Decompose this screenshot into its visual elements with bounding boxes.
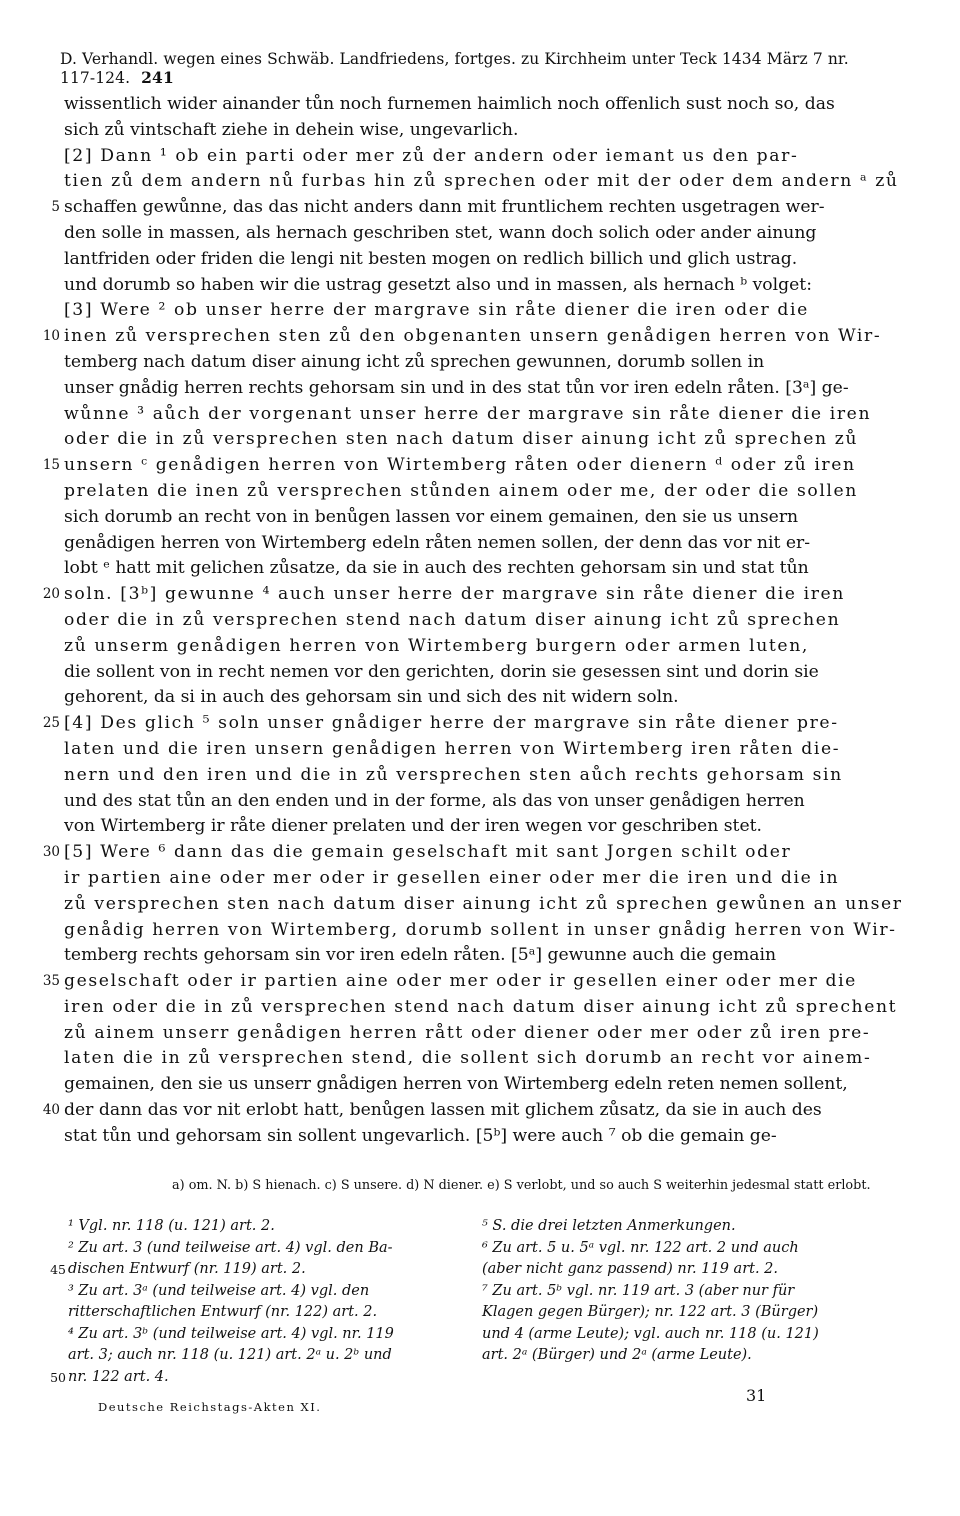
line-text: gemainen, den sie us unserr gnådigen herren von Wirtemberg edeln reten nemen sollent, bbox=[64, 1074, 848, 1095]
text-line bbox=[64, 505, 866, 531]
text-line bbox=[64, 685, 866, 711]
footnote-text: ⁴ Zu art. 3ᵇ (und teilweise art. 4) vgl. nr. 119 bbox=[68, 1325, 394, 1342]
line-number: 25 bbox=[42, 715, 60, 732]
text-line bbox=[64, 144, 866, 170]
line-number: 45 bbox=[50, 1262, 66, 1277]
text-line bbox=[64, 892, 903, 918]
footnote-line: (aber nicht ganz passend) nr. 119 art. 2. bbox=[482, 1261, 779, 1277]
line-text: und dorumb so haben wir die ustrag gesetzt also und in massen, als hernach ᵇ volget: bbox=[64, 274, 812, 295]
text-line bbox=[42, 1098, 866, 1124]
line-text: [2] Dann ¹ ob ein parti oder mer zů der andern oder iemant us den par- bbox=[64, 145, 799, 166]
text-line bbox=[64, 376, 866, 402]
line-text: sich dorumb an recht von in benůgen lassen vor einem gemainen, den sie us unsern bbox=[64, 506, 799, 527]
text-line bbox=[64, 660, 866, 686]
text-line bbox=[64, 918, 897, 944]
line-text: [5] Were ⁶ dann das die gemain geselschaft mit sant Jorgen schilt oder bbox=[64, 842, 792, 863]
line-text: schaffen gewůnne, das das nicht anders dann mit fruntlichem rechten usgetragen wer- bbox=[64, 197, 825, 218]
text-line bbox=[64, 92, 866, 118]
text-line bbox=[64, 1021, 871, 1047]
series-title: Deutsche Reichstags-Akten XI. bbox=[98, 1400, 322, 1414]
line-text: geselschaft oder ir partien aine oder mer oder ir gesellen einer oder mer die bbox=[64, 971, 857, 992]
line-number: 30 bbox=[42, 844, 60, 861]
footnote-line: ⁶ Zu art. 5 u. 5ᵃ vgl. nr. 122 art. 2 und auch bbox=[482, 1239, 799, 1256]
text-line bbox=[64, 298, 866, 324]
text-line bbox=[64, 943, 866, 969]
text-line bbox=[42, 711, 866, 737]
line-text: inen zů versprechen sten zů den obgenanten unsern genådigen herren von Wir- bbox=[64, 326, 882, 347]
line-number: 20 bbox=[42, 586, 60, 603]
line-number: 40 bbox=[42, 1102, 60, 1119]
footnotes-left-column bbox=[50, 1216, 463, 1388]
footnote-line bbox=[50, 1367, 463, 1389]
line-text: den solle in massen, als hernach geschriben stet, wann doch solich oder ander ainung bbox=[64, 222, 817, 243]
line-text: temberg rechts gehorsam sin vor iren edeln råten. [5ᵃ] gewunne auch die gemain bbox=[64, 945, 777, 966]
text-line bbox=[64, 1046, 872, 1072]
footnote-text: art. 3; auch nr. 118 (u. 121) art. 2ᵃ u. 2ᵇ und bbox=[68, 1347, 392, 1363]
line-text: laten die in zů versprechen stend, die sollent sich dorumb an recht vor ainem- bbox=[64, 1048, 872, 1069]
line-number: 35 bbox=[42, 973, 60, 990]
running-title: D. Verhandl. wegen eines Schwäb. Landfriedens, fortges. zu Kirchheim unter Teck 1434 März 7 nr. 117-124. bbox=[60, 50, 849, 87]
line-text: prelaten die inen zů versprechen stůnden ainem oder me, der oder die sollen bbox=[64, 480, 858, 501]
text-line bbox=[64, 737, 866, 763]
footnote-line: art. 2ᵃ (Bürger) und 2ᵃ (arme Leute). bbox=[482, 1347, 752, 1363]
line-number: 5 bbox=[51, 199, 60, 216]
line-text: wůnne ³ aůch der vorgenant unser herre der margrave sin råte diener die iren bbox=[64, 403, 872, 424]
text-line bbox=[42, 969, 866, 995]
footnote-line bbox=[68, 1324, 463, 1346]
sheet-signature: 31 bbox=[746, 1386, 767, 1405]
text-line bbox=[42, 324, 882, 350]
text-line bbox=[64, 995, 898, 1021]
text-line bbox=[42, 582, 866, 608]
text-line bbox=[64, 634, 866, 660]
line-text: lobt ᵉ hatt mit gelichen zůsatze, da sie in auch des rechten gehorsam sin und stat tůn bbox=[64, 558, 809, 579]
text-line bbox=[64, 814, 866, 840]
footnote-line bbox=[50, 1259, 463, 1281]
running-header bbox=[60, 50, 860, 87]
line-text: stat tůn und gehorsam sin sollent ungevarlich. [5ᵇ] were auch ⁷ ob die gemain ge- bbox=[64, 1125, 777, 1146]
line-text: der dann das vor nit erlobt hatt, benůgen lassen mit glichem zůsatz, da sie in auch des bbox=[64, 1100, 822, 1121]
text-line bbox=[64, 608, 866, 634]
line-text: laten und die iren unsern genådigen herren von Wirtemberg iren råten die- bbox=[64, 738, 841, 759]
footnote-line bbox=[68, 1238, 463, 1260]
footnote-line bbox=[68, 1345, 463, 1367]
text-line bbox=[64, 763, 866, 789]
text-line bbox=[64, 169, 899, 195]
text-line bbox=[64, 789, 866, 815]
footnote-line bbox=[68, 1216, 463, 1238]
text-line bbox=[64, 118, 866, 144]
line-number: 50 bbox=[50, 1369, 66, 1385]
line-text: von Wirtemberg ir råte diener prelaten und der iren wegen vor geschriben stet. bbox=[64, 816, 762, 837]
line-text: genådig herren von Wirtemberg, dorumb sollent in unser gnådig herren von Wir- bbox=[64, 919, 897, 940]
footnotes-right-column bbox=[482, 1216, 877, 1367]
footnote-text: ritterschaftlichen Entwurf (nr. 122) art. 2. bbox=[68, 1304, 378, 1320]
text-line bbox=[64, 556, 866, 582]
text-line bbox=[64, 247, 866, 273]
main-text bbox=[42, 92, 903, 1150]
line-text: [3] Were ² ob unser herre der margrave sin råte diener die iren oder die bbox=[64, 300, 809, 321]
text-line bbox=[64, 479, 866, 505]
text-line bbox=[64, 866, 866, 892]
footnote-line: ⁵ S. die drei letzten Anmerkungen. bbox=[482, 1218, 736, 1234]
line-text: lantfriden oder friden die lengi nit besten mogen on redlich billich und glich ustrag. bbox=[64, 248, 798, 269]
text-line bbox=[51, 195, 866, 221]
text-line bbox=[64, 427, 866, 453]
footnote-line: und 4 (arme Leute); vgl. auch nr. 118 (u. 121) bbox=[482, 1325, 819, 1342]
text-line bbox=[64, 1072, 866, 1098]
line-text: zů unserm genådigen herren von Wirtemberg burgern oder armen luten, bbox=[64, 635, 809, 656]
line-text: oder die in zů versprechen sten nach datum diser ainung icht zů sprechen zů bbox=[64, 429, 859, 450]
line-text: ir partien aine oder mer oder ir gesellen einer oder mer die iren und die in bbox=[64, 867, 840, 888]
footnote-text: nr. 122 art. 4. bbox=[68, 1368, 169, 1385]
line-text: zů versprechen sten nach datum diser ainung icht zů sprechen gewůnen an unser bbox=[64, 893, 903, 914]
line-text: unsern ᶜ genådigen herren von Wirtemberg råten oder dienern ᵈ oder zů iren bbox=[64, 455, 856, 476]
text-line bbox=[42, 840, 866, 866]
footnote-line bbox=[68, 1302, 463, 1324]
text-line bbox=[42, 453, 866, 479]
footnote-text: ³ Zu art. 3ᵃ (und teilweise art. 4) vgl. den bbox=[68, 1282, 370, 1299]
line-text: [4] Des glich ⁵ soln unser gnådiger herre der margrave sin råte diener pre- bbox=[64, 713, 839, 734]
line-text: genådigen herren von Wirtemberg edeln råten nemen sollen, der denn das vor nit er- bbox=[64, 532, 811, 553]
line-text: wissentlich wider ainander tůn noch furnemen haimlich noch offenlich sust noch so, das bbox=[64, 94, 835, 114]
line-text: oder die in zů versprechen stend nach datum diser ainung icht zů sprechen bbox=[64, 609, 841, 630]
footnote-text: dischen Entwurf (nr. 119) art. 2. bbox=[68, 1261, 306, 1277]
footnote-text: ¹ Vgl. nr. 118 (u. 121) art. 2. bbox=[68, 1218, 275, 1234]
text-line bbox=[64, 350, 866, 376]
line-text: gehorent, da si in auch des gehorsam sin und sich des nit widern soln. bbox=[64, 687, 679, 708]
line-text: die sollent von in recht nemen vor den gerichten, dorin sie gesessen sint und dorin sie bbox=[64, 661, 819, 682]
footnote-line: Klagen gegen Bürger); nr. 122 art. 3 (Bürger) bbox=[482, 1304, 819, 1320]
line-text: temberg nach datum diser ainung icht zů sprechen gewunnen, dorumb sollen in bbox=[64, 351, 765, 372]
line-number: 10 bbox=[42, 328, 60, 345]
line-text: und des stat tůn an den enden und in der forme, als das von unser genådigen herren bbox=[64, 790, 805, 811]
line-text: iren oder die in zů versprechen stend nach datum diser ainung icht zů sprechent bbox=[64, 996, 898, 1017]
text-line bbox=[64, 1124, 866, 1150]
page-number: 241 bbox=[141, 68, 174, 87]
text-line bbox=[64, 221, 866, 247]
line-text: nern und den iren und die in zů versprechen sten aůch rechts gehorsam sin bbox=[64, 764, 843, 785]
footnote-line bbox=[68, 1281, 463, 1303]
text-line bbox=[64, 531, 866, 557]
line-text: soln. [3ᵇ] gewunne ⁴ auch unser herre der margrave sin råte diener die iren bbox=[64, 584, 845, 605]
line-text: zů ainem unserr genådigen herren rått oder diener oder mer oder zů iren pre- bbox=[64, 1022, 871, 1043]
critical-apparatus: a) om. N. b) S hienach. c) S unsere. d) N diener. e) S verlobt, und so auch S weiterhin jedesmal statt erlobt. bbox=[172, 1178, 871, 1193]
footnote-text: ² Zu art. 3 (und teilweise art. 4) vgl. den Ba- bbox=[68, 1239, 393, 1256]
footnote-line: ⁷ Zu art. 5ᵇ vgl. nr. 119 art. 3 (aber nur für bbox=[482, 1282, 795, 1299]
text-line bbox=[64, 402, 872, 428]
line-number: 15 bbox=[42, 457, 60, 474]
line-text: tien zů dem andern nů furbas hin zů sprechen oder mit der oder dem andern ᵃ zů bbox=[64, 171, 899, 192]
text-line bbox=[64, 273, 866, 299]
line-text: unser gnådig herren rechts gehorsam sin und in des stat tůn vor iren edeln råten. [3ᵃ] ge- bbox=[64, 377, 849, 398]
line-text: sich zů vintschaft ziehe in dehein wise, ungevarlich. bbox=[64, 119, 519, 140]
